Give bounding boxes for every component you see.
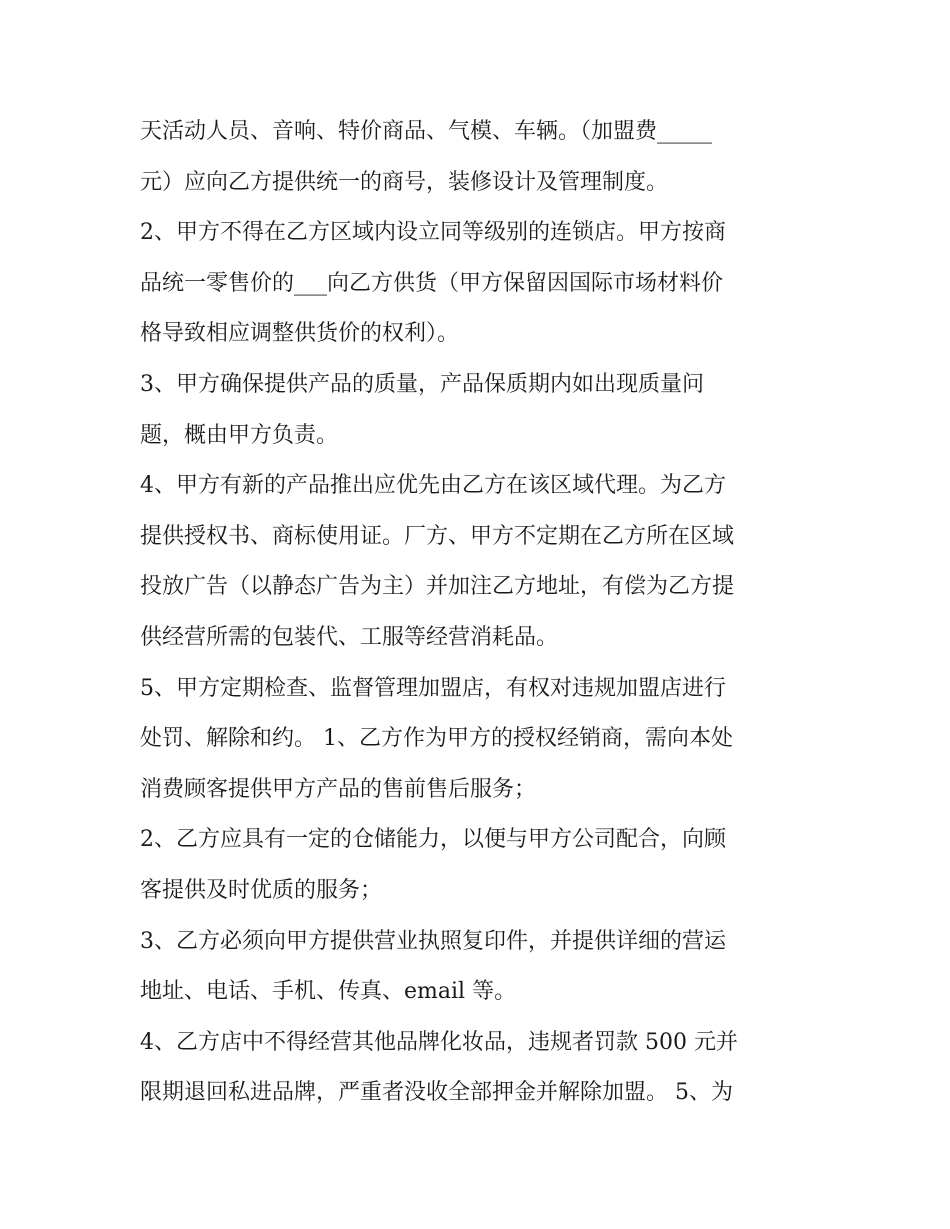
text-line: 投放广告（以静态广告为主）并加注乙方地址，有偿为乙方提 bbox=[140, 574, 735, 600]
text-line: 元）应向乙方提供统一的商号，装修设计及管理制度。 bbox=[140, 169, 669, 195]
text-line: 天活动人员、音响、特价商品、气模、车辆。（加盟费_____ bbox=[140, 119, 713, 144]
text-line: 消费顾客提供甲方产品的售前售后服务； bbox=[140, 776, 537, 802]
text-line: 题，概由甲方负责。 bbox=[140, 422, 339, 448]
text-line: 限期退回私进品牌，严重者没收全部押金并解除加盟。 5、为 bbox=[140, 1080, 733, 1106]
text-line: 2、甲方不得在乙方区域内设立同等级别的连锁店。甲方按商 bbox=[140, 220, 726, 246]
text-line: 处罚、解除和约。 1、乙方作为甲方的授权经销商，需向本处 bbox=[140, 726, 733, 752]
document-body bbox=[140, 107, 820, 1119]
text-line: 格导致相应调整供货价的权利）。 bbox=[140, 321, 460, 347]
text-line: 供经营所需的包装代、工服等经营消耗品。 bbox=[140, 624, 559, 650]
text-line: 地址、电话、手机、传真、email 等。 bbox=[140, 979, 517, 1005]
text-line: 3、甲方确保提供产品的质量，产品保质期内如出现质量问 bbox=[140, 371, 704, 397]
text-line: 客提供及时优质的服务； bbox=[140, 877, 383, 903]
text-line: 4、甲方有新的产品推出应优先由乙方在该区域代理。为乙方 bbox=[140, 473, 726, 499]
text-line: 提供授权书、商标使用证。厂方、甲方不定期在乙方所在区域 bbox=[140, 523, 735, 549]
text-line: 4、乙方店中不得经营其他品牌化妆品，违规者罚款 500 元并 bbox=[140, 1029, 738, 1055]
text-line: 5、甲方定期检查、监督管理加盟店，有权对违规加盟店进行 bbox=[140, 675, 726, 701]
text-line: 3、乙方必须向甲方提供营业执照复印件，并提供详细的营运 bbox=[140, 928, 726, 954]
text-line: 2、乙方应具有一定的仓储能力，以便与甲方公司配合，向顾 bbox=[140, 827, 726, 853]
text-line: 品统一零售价的___向乙方供货（甲方保留因国际市场材料价 bbox=[140, 270, 724, 296]
